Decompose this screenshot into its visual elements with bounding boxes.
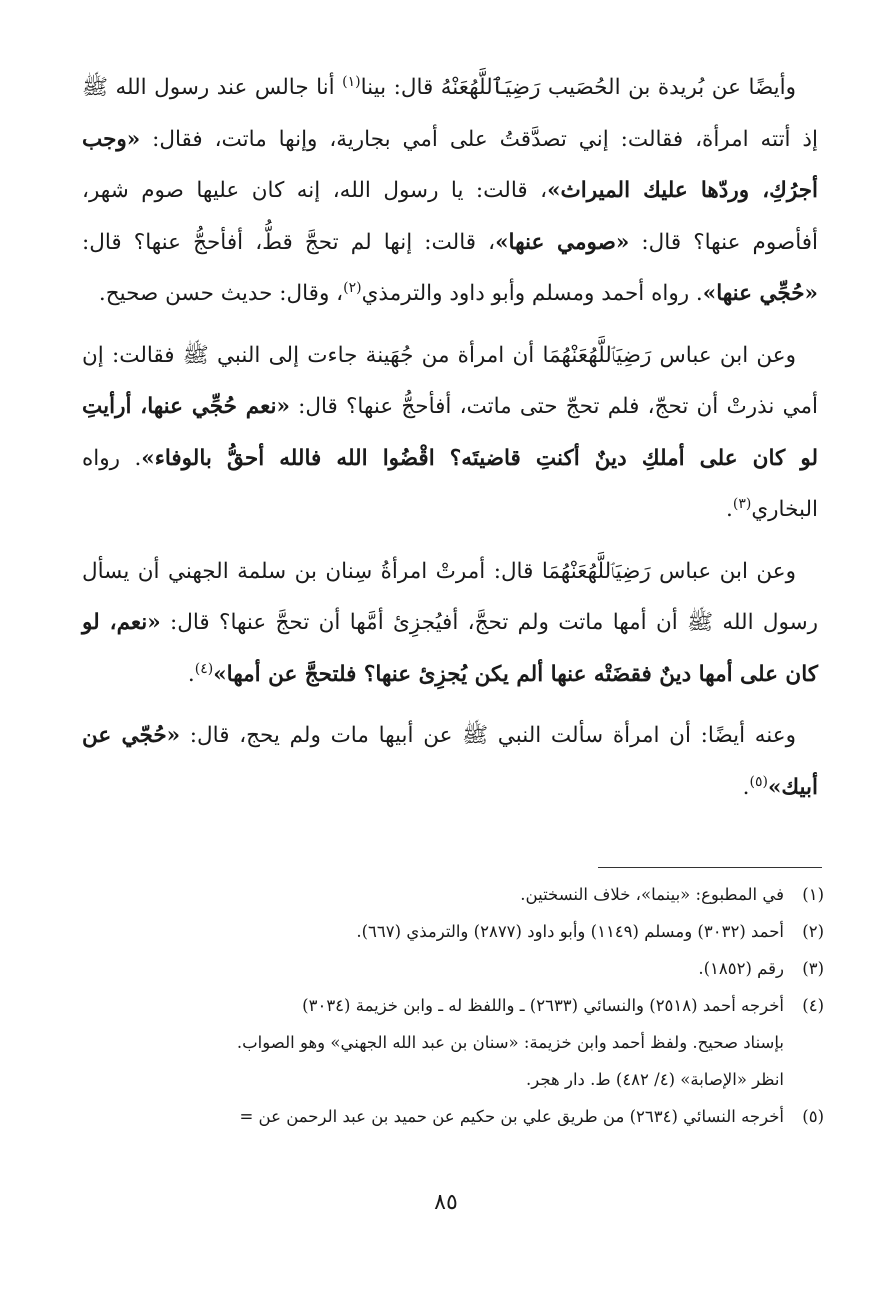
- footnote-text: [82, 987, 784, 1098]
- footnote-number: (١): [802, 885, 824, 904]
- text-segment: وعن ابن عباس رَضِيَٱللَّهُعَنْهُمَا أن امرأة من جُهَينة جاءت إلى النبي ﷺ فقالت: إن أمي نذرتْ أن تحجّ، فلم تحجّ حتى ماتت، أفأحجُّ عنها؟ قال:: [82, 342, 818, 419]
- footnote-marker: (٥): [749, 773, 768, 790]
- hadith-quote: «حُجّي عن أبيك»: [82, 723, 818, 800]
- text-segment: ، وقال: حديث حسن صحيح.: [98, 281, 344, 306]
- text-segment: وعن ابن عباس رَضِيَٱللَّهُعَنْهُمَا قال: أمرتْ امرأةُ سِنان بن سلمة الجهني أن يسأل رسول الله ﷺ أن أمها ماتت ولم تحجَّ، أفيُجزِئ أمَّها أن تحجَّ عنها؟ قال:: [82, 558, 819, 635]
- footnote-text: [82, 1098, 784, 1135]
- text-segment: وأيضًا عن بُريدة بن الحُصَيب رَضِيَٱللَّهُعَنْهُ قال: بينا: [360, 75, 796, 100]
- footnote-line: أحمد (٣٠٣٢) ومسلم (١١٤٩) وأبو داود (٢٨٧٧) والترمذي (٦٦٧).: [356, 922, 784, 941]
- footnote-text: [82, 913, 784, 950]
- footnote-divider: [598, 867, 822, 868]
- footnote-marker: (٢): [343, 279, 362, 296]
- footnote-marker: (٤): [194, 660, 214, 677]
- footnote-number: (٢): [802, 922, 824, 941]
- hadith-quote: «نعم حُجِّي عنها، أرأيتِ لو كان على أملكِ دينٌ أكنتِ قاضيتَه؟ اقْضُوا الله فالله أحقُّ بالوفاء»: [82, 394, 818, 471]
- footnote: [82, 950, 824, 987]
- paragraph: [82, 330, 818, 536]
- hadith-quote: «وجب أجرُكِ، وردّها عليك الميراث»: [82, 126, 818, 203]
- footnote-line: في المطبوع: «بينما»، خلاف النسختين.: [520, 885, 784, 904]
- text-segment: وعنه أيضًا: أن امرأة سألت النبي ﷺ عن أبيها مات ولم يحج، قال:: [180, 723, 796, 748]
- text-segment: .: [187, 661, 195, 687]
- paragraph: [82, 546, 818, 701]
- footnote-number: (٥): [802, 1107, 824, 1126]
- footnote-marker: (٣): [732, 495, 752, 512]
- hadith-quote: «صومي عنها»: [495, 229, 630, 255]
- footnote: [82, 913, 824, 950]
- page-number: ٨٥: [434, 1190, 458, 1215]
- text-segment: .: [726, 497, 733, 522]
- footnote-line: أخرجه النسائي (٢٦٣٤) من طريق علي بن حكيم عن حميد بن عبد الرحمن عن =: [239, 1107, 784, 1126]
- footnote: [82, 1098, 824, 1135]
- text-segment: أنا جالس عند رسول الله ﷺ إذ أتته امرأة، فقالت: إني تصدَّقتُ على أمي بجارية، وإنها ماتت، فقال:: [82, 75, 818, 152]
- footnote: [82, 987, 824, 1098]
- footnote-line: رقم (١٨٥٢).: [698, 959, 784, 978]
- text-segment: . رواه أحمد ومسلم وأبو داود والترمذي: [361, 281, 703, 306]
- text-segment: ، قالت: يا رسول الله، إنه كان عليها صوم شهر، أفأصوم عنها؟ قال:: [82, 178, 818, 255]
- footnote-line: بإسناد صحيح. ولفظ أحمد وابن خزيمة: «سنان بن عبد الله الجهني» وهو الصواب.: [236, 1033, 784, 1052]
- text-segment: ، قالت: إنها لم تحجَّ قطُّ، أفأحجُّ عنها؟ قال:: [82, 229, 496, 255]
- paragraph: [82, 62, 818, 320]
- footnote-text: [82, 950, 784, 987]
- text-segment: . رواه البخاري: [82, 445, 818, 522]
- footnotes: [82, 876, 824, 1135]
- main-text: [82, 62, 818, 823]
- hadith-quote: «حُجِّي عنها»: [702, 281, 818, 306]
- footnote-number: (٤): [802, 996, 824, 1015]
- footnote-marker: (١): [342, 73, 361, 90]
- text-segment: .: [742, 774, 750, 800]
- footnote-line: أخرجه أحمد (٢٥١٨) والنسائي (٢٦٣٣) ـ واللفظ له ـ وابن خزيمة (٣٠٣٤): [302, 996, 784, 1015]
- hadith-quote: «نعم، لو كان على أمها دينٌ فقضَتْه عنها ألم يكن يُجزِئ عنها؟ فلتحجَّ عن أمها»: [82, 610, 818, 687]
- footnote: [82, 876, 824, 913]
- footnote-line: انظر «الإصابة» (٤/ ٤٨٢) ط. دار هجر.: [526, 1070, 784, 1089]
- footnote-number: (٣): [802, 959, 824, 978]
- footnote-text: [82, 876, 784, 913]
- paragraph: [82, 710, 818, 813]
